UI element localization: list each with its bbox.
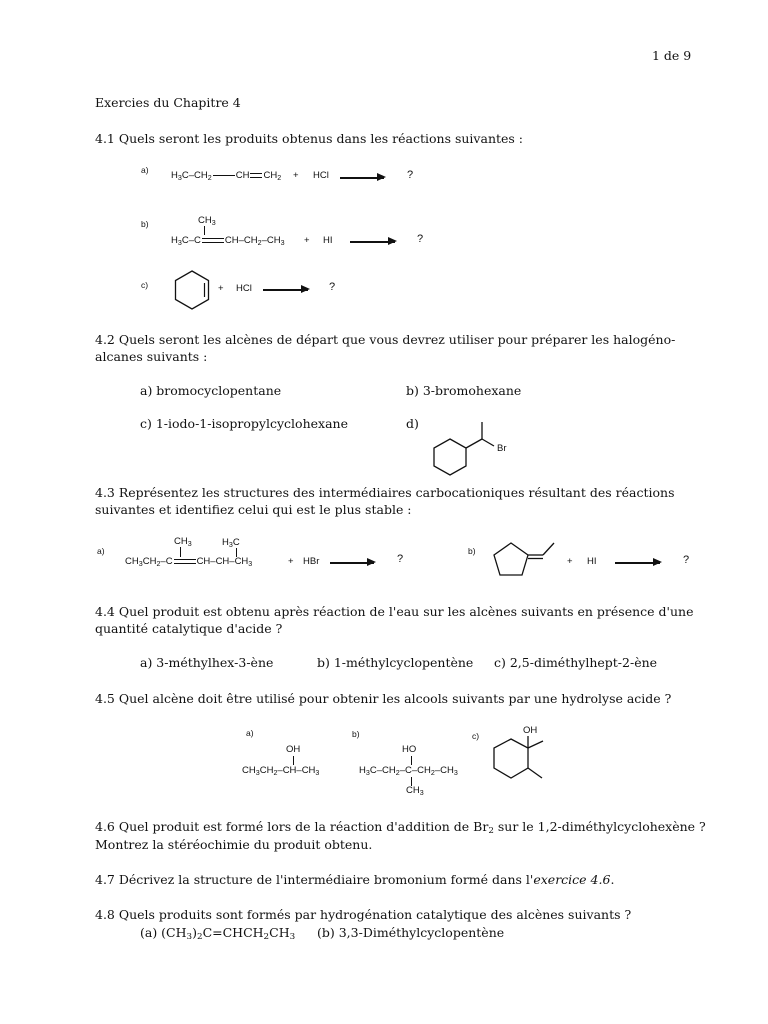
hydroxyl-bond	[411, 756, 412, 765]
plus-sign: +	[293, 170, 299, 181]
hydroxyl-bond	[293, 756, 294, 765]
methyl-group: $CH_3$	[406, 785, 424, 797]
reactant-alkene: $CH_3CH_2-C$ $CH-CH-CH_3$	[125, 556, 253, 568]
unknown-product: ?	[683, 554, 690, 566]
methyl-group: $H_3C$	[222, 537, 240, 549]
reaction-a-label: a)	[97, 546, 105, 556]
reaction-b-label: b)	[468, 546, 476, 556]
question-4-6-line-2: Montrez la stéréochimie du produit obtenu.	[95, 837, 373, 852]
bromine-atom: Br	[497, 443, 507, 454]
methyl-group: $CH_3$	[198, 215, 216, 227]
reagent-hbr: HBr	[303, 556, 320, 567]
hydroxyl-group: HO	[402, 744, 417, 755]
question-4-3: 4.3 Représentez les structures des intermédiaires carbocationiques résultant des réactions suivantes et identifiez celui qui est le plus stable :	[95, 485, 675, 517]
unknown-product: ?	[407, 169, 414, 181]
item-4-4-c: c) 2,5-diméthylhept-2-ène	[494, 655, 658, 670]
unknown-product: ?	[417, 233, 424, 245]
question-4-1: 4.1 Quels seront les produits obtenus dans les réactions suivantes :	[95, 131, 524, 146]
reaction-arrow	[350, 241, 395, 243]
question-4-8: 4.8 Quels produits sont formés par hydrogénation catalytique des alcènes suivants ?	[95, 907, 632, 922]
hydroxyl-group: OH	[523, 725, 538, 736]
item-4-4-a: a) 3-méthylhex-3-ène	[140, 655, 274, 670]
plus-sign: +	[567, 556, 573, 567]
structure-b-label: b)	[352, 729, 360, 739]
methyl-group: $CH_3$	[174, 536, 192, 548]
question-4-4: 4.4 Quel produit est obtenu après réaction de l'eau sur les alcènes suivants en présence d'une quantité catalytique d'acide ?	[95, 604, 694, 636]
plus-sign: +	[218, 283, 224, 294]
reagent-hcl: HCl	[236, 283, 252, 294]
question-4-5: 4.5 Quel alcène doit être utilisé pour obtenir les alcools suivants par une hydrolyse acide ?	[95, 691, 672, 706]
plus-sign: +	[304, 235, 310, 246]
reagent-hi: HI	[587, 556, 597, 567]
hydroxyl-group: OH	[286, 744, 301, 755]
item-4-2-a: a) bromocyclopentane	[140, 383, 282, 398]
reaction-arrow	[340, 177, 384, 179]
reaction-b-label: b)	[141, 219, 149, 229]
reactant-2-methyl-2-pentene: $H_3C-C$ $CH-CH_2-CH_3$	[171, 235, 285, 247]
reagent-hi: HI	[323, 235, 333, 246]
reactant-1-butene: $H_3C-CH_2$ CH $CH_2$	[171, 170, 282, 182]
ethylidenecyclopentane-structure	[490, 538, 560, 582]
methyl-bond	[204, 226, 205, 235]
reaction-c-label: c)	[141, 280, 149, 290]
alcohol-2-butanol: $CH_3CH_2-CH-CH_3$	[242, 765, 320, 777]
question-4-7: 4.7 Décrivez la structure de l'intermédiaire bromonium formé dans l'exercice 4.6.	[95, 872, 615, 887]
reaction-arrow	[263, 289, 308, 291]
reagent-hcl: HCl	[313, 170, 329, 181]
structure-a-label: a)	[246, 728, 254, 738]
plus-sign: +	[288, 556, 294, 567]
reaction-a-label: a)	[141, 165, 149, 175]
item-4-4-b: b) 1-méthylcyclopentène	[317, 655, 474, 670]
item-4-2-d: d)	[406, 416, 419, 431]
cyclohexene-structure	[172, 270, 212, 310]
item-4-2-c: c) 1-iodo-1-isopropylcyclohexane	[140, 416, 348, 431]
page-title: Exercies du Chapitre 4	[95, 95, 241, 110]
item-4-8-a: (a) $(CH_3)_2C=CHCH_2CH_3$	[140, 925, 296, 943]
alcohol-tertiary: $H_3C-CH_2-C-CH_2-CH_3$	[359, 765, 458, 777]
item-4-8-b: (b) 3,3-Diméthylcyclopentène	[317, 925, 505, 940]
structure-c-label: c)	[472, 731, 480, 741]
unknown-product: ?	[329, 281, 336, 293]
page-number: 1 de 9	[652, 48, 692, 63]
item-4-2-b: b) 3-bromohexane	[406, 383, 522, 398]
question-4-6: 4.6 Quel produit est formé lors de la réaction d'addition de $Br_2$ sur le 1,2-diméthylcyclohexène ?	[95, 819, 706, 837]
dimethylcyclohexanol-structure	[490, 734, 560, 784]
unknown-product: ?	[397, 553, 404, 565]
bromoethylcyclohexane-structure	[430, 418, 520, 480]
question-4-2: 4.2 Quels seront les alcènes de départ que vous devrez utiliser pour préparer les halogéno- alcanes suivants :	[95, 332, 676, 364]
reaction-arrow	[615, 562, 660, 564]
reaction-arrow	[330, 562, 374, 564]
